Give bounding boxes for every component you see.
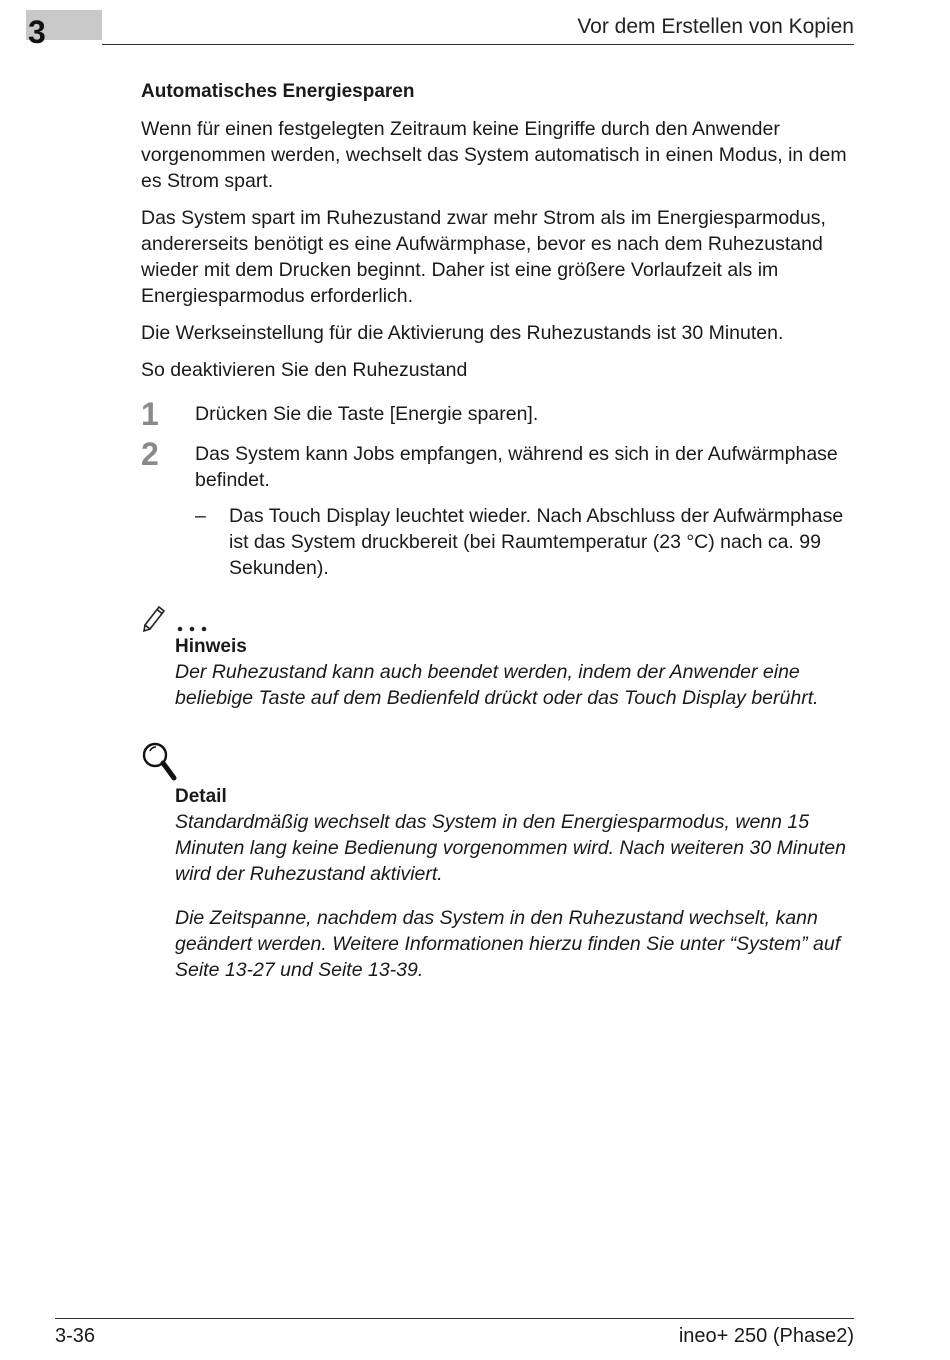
step-number: 2 bbox=[141, 436, 159, 472]
product-name: ineo+ 250 (Phase2) bbox=[678, 1325, 854, 1347]
chapter-number: 3 bbox=[28, 14, 46, 50]
step-list bbox=[141, 396, 861, 581]
substep-item bbox=[195, 503, 861, 581]
step-item bbox=[141, 396, 861, 432]
running-title: Vor dem Erstellen von Kopien bbox=[577, 15, 854, 38]
body-paragraph: Wenn für einen festgelegten Zeitraum keine Eingriffe durch den Anwender vorgenommen werden, wechselt das System automatisch in einen Modus, in dem es Strom spart. bbox=[141, 118, 847, 192]
body-paragraph: So deaktivieren Sie den Ruhezustand bbox=[141, 359, 468, 381]
substep-text: Das Touch Display leuchtet wieder. Nach Abschluss der Aufwärmphase ist das System druckbereit (bei Raumtemperatur (23 °C) nach ca. 99 Sekunden). bbox=[229, 505, 844, 579]
note-box bbox=[141, 599, 861, 711]
step-text: Drücken Sie die Taste [Energie sparen]. bbox=[195, 403, 539, 425]
page-content bbox=[141, 78, 861, 1001]
footer-rule bbox=[55, 1318, 854, 1319]
note-title: Hinweis bbox=[175, 636, 247, 657]
body-paragraph: Die Werkseinstellung für die Aktivierung des Ruhezustands ist 30 Minuten. bbox=[141, 322, 784, 344]
magnifier-icon bbox=[141, 741, 181, 785]
detail-box bbox=[141, 741, 861, 983]
step-item bbox=[141, 436, 861, 581]
header-rule bbox=[102, 44, 854, 45]
dash-marker: – bbox=[195, 505, 206, 527]
pencil-note-icon bbox=[141, 599, 215, 635]
detail-text: Standardmäßig wechselt das System in den Energiesparmodus, wenn 15 Minuten lang keine Bedienung vorgenommen wird. Nach weiteren 30 Minuten wird der Ruhezustand aktiviert. bbox=[175, 811, 846, 885]
detail-title: Detail bbox=[175, 786, 227, 807]
page-number: 3-36 bbox=[55, 1325, 96, 1347]
note-text: Der Ruhezustand kann auch beendet werden, indem der Anwender eine beliebige Taste auf dem Bedienfeld drückt oder das Touch Display berührt. bbox=[175, 661, 819, 709]
body-paragraph: Das System spart im Ruhezustand zwar mehr Strom als im Energiesparmodus, andererseits benötigt es eine Aufwärmphase, bevor es nach dem Ruhezustand wieder mit dem Drucken beginnt. Daher ist eine größere Vorlaufzeit als im Energiesparmodus erforderlich. bbox=[141, 207, 826, 307]
step-number: 1 bbox=[141, 396, 159, 432]
detail-text: Die Zeitspanne, nachdem das System in den Ruhezustand wechselt, kann geändert werden. Weitere Informationen hierzu finden Sie unter “System” auf Seite 13-27 und Seite 13-39. bbox=[175, 907, 841, 981]
step-text: Das System kann Jobs empfangen, während es sich in der Aufwärmphase befindet. bbox=[195, 443, 838, 491]
section-title: Automatisches Energiesparen bbox=[141, 81, 415, 102]
